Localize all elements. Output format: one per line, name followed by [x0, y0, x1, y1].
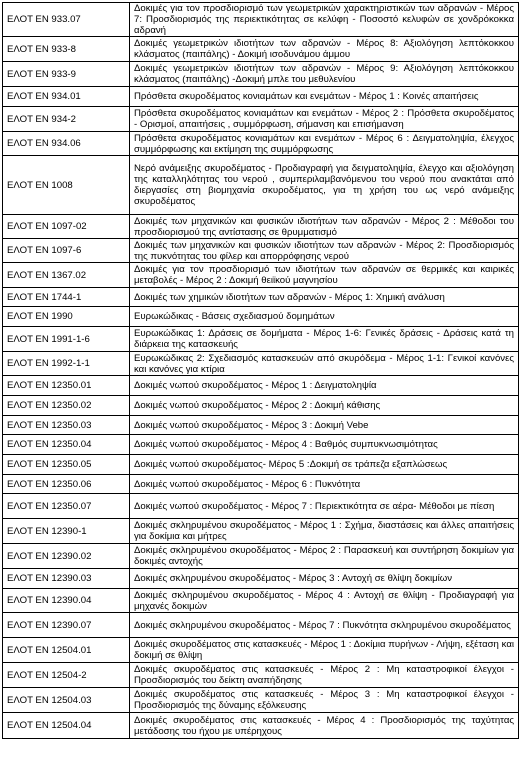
standard-code-cell: ΕΛΟΤ ΕΝ 1097-02 — [3, 215, 130, 239]
standard-title-cell: Δοκιμές σκληρυμένου σκυροδέματος - Μέρος 1 : Σχήμα, διαστάσεις και άλλες απαιτήσεις για δοκίμια και μήτρες — [130, 519, 519, 544]
standard-code-cell: ΕΛΟΤ ΕΝ 1367.02 — [3, 263, 130, 288]
table-row — [3, 156, 519, 215]
standard-title-cell: Δοκιμές νωπού σκυροδέματος - Μέρος 4 : Βαθμός συμπυκνωσιμότητας — [130, 435, 519, 455]
table-row — [3, 396, 519, 416]
standard-code-cell: ΕΛΟΤ ΕΝ 12350.01 — [3, 376, 130, 396]
table-row — [3, 519, 519, 544]
standard-code-cell: ΕΛΟΤ ΕΝ 12390.03 — [3, 569, 130, 589]
standard-code-cell: ΕΛΟΤ ΕΝ 12504.03 — [3, 688, 130, 713]
standard-code-cell: ΕΛΟΤ ΕΝ 12390.07 — [3, 613, 130, 638]
standard-title-cell: Δοκιμές σκυροδέματος στις κατασκευές - Μέρος 3 : Μη καταστροφικοί έλεγχοι - Προσδιορισμός της δύναμης εξόλκευσης — [130, 688, 519, 713]
standards-table-body — [3, 3, 519, 739]
standard-code-cell: ΕΛΟΤ ΕΝ 1991-1-6 — [3, 327, 130, 352]
standard-title-cell: Ευρωκώδικας - Βάσεις σχεδιασμού δομημάτων — [130, 307, 519, 327]
standard-title-cell: Πρόσθετα σκυροδέματος κονιαμάτων και ενεμάτων - Μέρος 6 : Δειγματοληψία, έλεγχος συμμόρφωσης και εκτίμηση της συμμόρφωσης — [130, 132, 519, 156]
table-row — [3, 589, 519, 613]
table-row — [3, 352, 519, 376]
table-row — [3, 663, 519, 688]
standard-title-cell: Δοκιμές σκληρυμένου σκυροδέματος - Μέρος 2 : Παρασκευή και συντήρηση δοκιμίων για δοκιμές αντοχής — [130, 544, 519, 569]
standard-title-cell: Ευρωκώδικας 1: Δράσεις σε δομήματα - Μέρος 1-6: Γενικές δράσεις - Δράσεις κατά τη διάρκεια της κατασκευής — [130, 327, 519, 352]
standard-title-cell: Δοκιμές νωπού σκυροδέματος - Μέρος 2 : Δοκιμή κάθισης — [130, 396, 519, 416]
table-row — [3, 713, 519, 739]
standard-code-cell: ΕΛΟΤ ΕΝ 934.06 — [3, 132, 130, 156]
standard-title-cell: Δοκιμές νωπού σκυροδέματος- Μέρος 5 :Δοκιμή σε τράπεζα εξαπλώσεως — [130, 455, 519, 475]
table-row — [3, 3, 519, 37]
standard-title-cell: Δοκιμές σκληρυμένου σκυροδέματος - Μέρος 7 : Πυκνότητα σκληρυμένου σκυροδέματος — [130, 613, 519, 638]
standard-title-cell: Δοκιμές σκληρυμένου σκυροδέματος - Μέρος 4 : Αντοχή σε θλίψη - Προδιαγραφή για μηχανές δοκιμών — [130, 589, 519, 613]
table-row — [3, 455, 519, 475]
table-row — [3, 475, 519, 494]
standard-code-cell: ΕΛΟΤ ΕΝ 12390-1 — [3, 519, 130, 544]
table-row — [3, 132, 519, 156]
standard-code-cell: ΕΛΟΤ ΕΝ 933-9 — [3, 62, 130, 87]
table-row — [3, 37, 519, 62]
table-row — [3, 263, 519, 288]
table-row — [3, 613, 519, 638]
standard-code-cell: ΕΛΟΤ ΕΝ 12350.06 — [3, 475, 130, 494]
table-row — [3, 327, 519, 352]
standard-title-cell: Δοκιμές σκυροδέματος στις κατασκευές - Μέρος 2 : Μη καταστροφικοί έλεγχοι - Προσδιορισμός του δείκτη αναπήδησης — [130, 663, 519, 688]
standard-title-cell: Δοκιμές γεωμετρικών ιδιοτήτων των αδρανών - Μέρος 9: Αξιολόγηση λεπτόκοκκου κλάσματος (παιπάλης) -Δοκιμή μπλε του μεθυλενίου — [130, 62, 519, 87]
standard-title-cell: Δοκιμές σκυροδέματος στις κατασκευές - Μέρος 4 : Προσδιορισμός της ταχύτητας μετάδοσης του ήχου με υπέρηχους — [130, 713, 519, 739]
standard-title-cell: Δοκιμές των μηχανικών και φυσικών ιδιοτήτων των αδρανών - Μέρος 2: Προσδιορισμός της πυκνότητας του φίλερ και απορρόφησης νερού — [130, 239, 519, 263]
standard-code-cell: ΕΛΟΤ ΕΝ 934-2 — [3, 107, 130, 132]
table-row — [3, 544, 519, 569]
table-row — [3, 688, 519, 713]
standard-code-cell: ΕΛΟΤ ΕΝ 933.07 — [3, 3, 130, 37]
standard-title-cell: Δοκιμές για τον προσδιορισμό των ιδιοτήτων των αδρανών σε θερμικές και καιρικές μεταβολές - Μέρος 2 : Δοκιμή θειϊκού μαγνησίου — [130, 263, 519, 288]
table-row — [3, 215, 519, 239]
standard-code-cell: ΕΛΟΤ ΕΝ 934.01 — [3, 87, 130, 107]
table-row — [3, 569, 519, 589]
standard-title-cell: Πρόσθετα σκυροδέματος κονιαμάτων και ενεμάτων - Μέρος 2 : Πρόσθετα σκυροδέματος - Ορισμοί, απαιτήσεις , συμμόρφωση, σήμανση και επισήμανση — [130, 107, 519, 132]
standard-code-cell: ΕΛΟΤ ΕΝ 12390.02 — [3, 544, 130, 569]
standard-code-cell: ΕΛΟΤ ΕΝ 1097-6 — [3, 239, 130, 263]
standard-code-cell: ΕΛΟΤ ΕΝ 12350.04 — [3, 435, 130, 455]
standard-code-cell: ΕΛΟΤ ΕΝ 12504-2 — [3, 663, 130, 688]
table-row — [3, 416, 519, 435]
standard-code-cell: ΕΛΟΤ ΕΝ 12504.04 — [3, 713, 130, 739]
standard-title-cell: Νερό ανάμειξης σκυροδέματος - Προδιαγραφή για δειγματοληψία, έλεγχο και αξιολόγηση της καταλληλότητας του νερού , συμπεριλαμβανόμενου του νερού που ανακτάται από διεργασίες στη βιομηχανία σκυροδέματος, για τη χρήση του ως νερό ανάμειξης σκυροδέματος — [130, 156, 519, 215]
table-row — [3, 62, 519, 87]
standard-code-cell: ΕΛΟΤ ΕΝ 1990 — [3, 307, 130, 327]
standard-code-cell: ΕΛΟΤ ΕΝ 1744-1 — [3, 288, 130, 307]
table-row — [3, 638, 519, 663]
table-row — [3, 376, 519, 396]
standard-code-cell: ΕΛΟΤ ΕΝ 12350.02 — [3, 396, 130, 416]
standard-title-cell: Δοκιμές για τον προσδιορισμό των γεωμετρικών χαρακτηριστικών των αδρανών - Μέρος 7: Προσδιορισμός της περιεκτικότητας σε κελύφη - Ποσοστό κελυφών σε χονδρόκοκκα αδρανή — [130, 3, 519, 37]
table-row — [3, 307, 519, 327]
standard-code-cell: ΕΛΟΤ ΕΝ 933-8 — [3, 37, 130, 62]
standards-table — [2, 2, 519, 739]
standard-code-cell: ΕΛΟΤ ΕΝ 1008 — [3, 156, 130, 215]
standard-title-cell: Δοκιμές των χημικών ιδιοτήτων των αδρανών - Μέρος 1: Χημική ανάλυση — [130, 288, 519, 307]
standard-code-cell: ΕΛΟΤ ΕΝ 12350.05 — [3, 455, 130, 475]
standard-code-cell: ΕΛΟΤ ΕΝ 12390.04 — [3, 589, 130, 613]
standard-title-cell: Δοκιμές νωπού σκυροδέματος - Μέρος 6 : Πυκνότητα — [130, 475, 519, 494]
table-row — [3, 435, 519, 455]
standard-title-cell: Δοκιμές των μηχανικών και φυσικών ιδιοτήτων των αδρανών - Μέρος 2 : Μέθοδοι του προσδιορισμού της αντίστασης σε θρυμματισμό — [130, 215, 519, 239]
standard-code-cell: ΕΛΟΤ ΕΝ 1992-1-1 — [3, 352, 130, 376]
standard-code-cell: ΕΛΟΤ ΕΝ 12350.07 — [3, 494, 130, 519]
table-row — [3, 288, 519, 307]
table-row — [3, 239, 519, 263]
standard-title-cell: Δοκιμές σκυροδέματος στις κατασκευές - Μέρος 1 : Δοκίμια πυρήνων - Λήψη, εξέταση και δοκιμή σε θλίψη — [130, 638, 519, 663]
table-row — [3, 107, 519, 132]
standard-title-cell: Δοκιμές νωπού σκυροδέματος - Μέρος 1 : Δειγματοληψία — [130, 376, 519, 396]
standard-title-cell: Δοκιμές σκληρυμένου σκυροδέματος - Μέρος 3 : Αντοχή σε θλίψη δοκιμίων — [130, 569, 519, 589]
standard-code-cell: ΕΛΟΤ ΕΝ 12504.01 — [3, 638, 130, 663]
standard-title-cell: Πρόσθετα σκυροδέματος κονιαμάτων και ενεμάτων - Μέρος 1 : Κοινές απαιτήσεις — [130, 87, 519, 107]
standard-title-cell: Δοκιμές νωπού σκυροδέματος - Μέρος 7 : Περιεκτικότητα σε αέρα- Μέθοδοι με πίεση — [130, 494, 519, 519]
standard-title-cell: Δοκιμές γεωμετρικών ιδιοτήτων των αδρανών - Μέρος 8: Αξιολόγηση λεπτόκοκκου κλάσματος (παιπάλης) - Δοκιμή ισοδυνάμου άμμου — [130, 37, 519, 62]
standard-title-cell: Ευρωκώδικας 2: Σχεδιασμός κατασκευών από σκυρόδεμα - Μέρος 1-1: Γενικοί κανόνες και κανόνες για κτίρια — [130, 352, 519, 376]
table-row — [3, 87, 519, 107]
standard-title-cell: Δοκιμές νωπού σκυροδέματος - Μέρος 3 : Δοκιμή Vebe — [130, 416, 519, 435]
table-row — [3, 494, 519, 519]
standard-code-cell: ΕΛΟΤ ΕΝ 12350.03 — [3, 416, 130, 435]
